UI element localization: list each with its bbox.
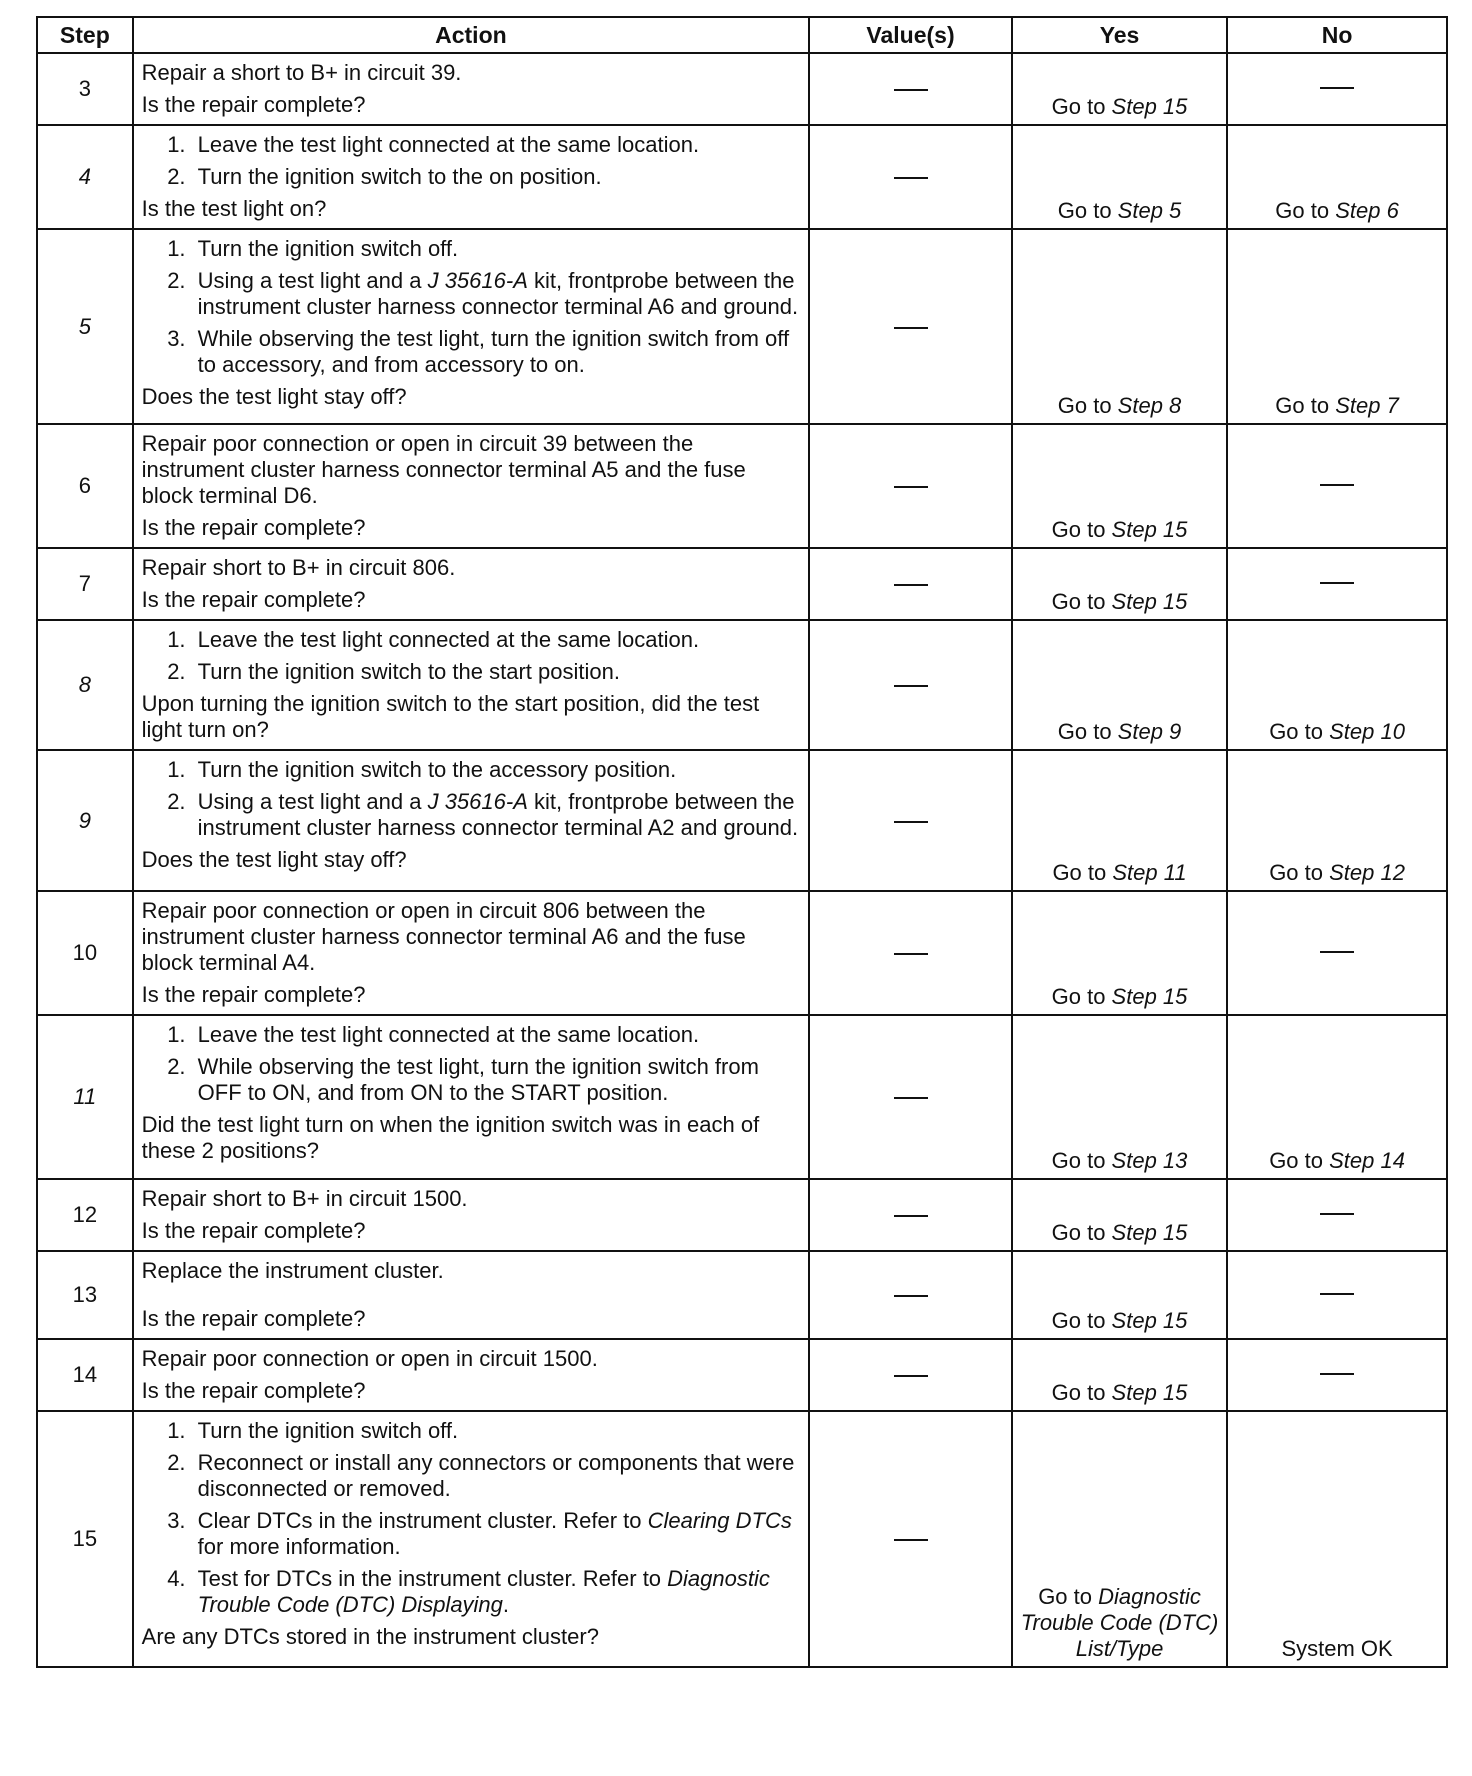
no-goto [1228,1148,1446,1174]
yes-cell [1012,1251,1227,1339]
question [142,1112,801,1164]
step-number: 10 [37,891,133,1015]
instruction-item [192,1508,801,1560]
yes-goto [1013,1148,1226,1174]
step-row [37,548,1447,620]
no-cell [1227,53,1447,125]
text-segment: Go to [1051,1308,1112,1333]
step-row [37,424,1447,548]
instruction-item [192,627,801,653]
text-segment: Go to [1051,984,1112,1009]
text-segment: Is the repair complete? [141,982,366,1007]
no-dash [1320,484,1354,486]
text-segment: Is the test light on? [141,196,327,221]
value-dash [894,1295,928,1297]
text-segment: Turn the ignition switch to the accessory position. [197,757,677,782]
step-number: 9 [37,750,133,891]
text-segment: Leave the test light connected at the same location. [197,132,700,157]
text-segment: Go to [1275,393,1336,418]
text-segment: Is the repair complete? [141,1306,366,1331]
step-row [37,1339,1447,1411]
step-number: 12 [37,1179,133,1251]
header-yes: Yes [1012,17,1227,53]
no-cell [1227,1411,1447,1667]
text-segment: Go to [1057,198,1118,223]
no-goto [1228,1636,1446,1662]
reference-text: Step 15 [1111,94,1188,119]
action-cell [133,1411,810,1667]
value-cell [809,424,1012,548]
instruction-text [142,1258,801,1284]
yes-cell [1012,229,1227,424]
header-action: Action [133,17,810,53]
reference-text: Step 13 [1111,1148,1188,1173]
instruction-item [192,1418,801,1444]
question [142,1218,801,1244]
no-cell [1227,548,1447,620]
reference-text: J 35616-A [427,268,528,293]
no-cell [1227,125,1447,229]
no-dash [1320,87,1354,89]
step-number: 7 [37,548,133,620]
step-row [37,1251,1447,1339]
question [142,587,801,613]
value-cell [809,125,1012,229]
question [142,1378,801,1404]
yes-cell [1012,424,1227,548]
yes-goto [1013,1584,1226,1662]
text-segment: Go to [1057,719,1118,744]
step-number: 8 [37,620,133,750]
question [142,384,801,410]
text-segment: Repair short to B+ in circuit 806. [141,555,456,580]
instruction-item [192,1450,801,1502]
yes-goto [1013,517,1226,543]
text-segment: Go to [1051,589,1112,614]
instruction-text [142,431,801,509]
value-dash [894,89,928,91]
value-cell [809,53,1012,125]
no-cell [1227,891,1447,1015]
text-segment: While observing the test light, turn the ignition switch from OFF to ON, and from ON to the START position. [197,1054,759,1105]
header-no: No [1227,17,1447,53]
step-row [37,1179,1447,1251]
text-segment: Go to [1051,94,1112,119]
yes-cell [1012,1179,1227,1251]
reference-text: Step 15 [1111,517,1188,542]
action-cell [133,1179,810,1251]
text-segment: Upon turning the ignition switch to the start position, did the test light turn on? [141,691,760,742]
question [142,691,801,743]
yes-cell [1012,891,1227,1015]
reference-text: Diagnostic Trouble Code (DTC) List/Type [1020,1584,1219,1661]
yes-cell [1012,548,1227,620]
text-segment: Is the repair complete? [141,587,366,612]
no-goto [1228,719,1446,745]
step-row [37,53,1447,125]
instruction-list [142,236,801,378]
value-cell [809,1339,1012,1411]
value-cell [809,229,1012,424]
yes-goto [1013,198,1226,224]
text-segment: Go to [1052,860,1113,885]
instruction-list [142,1418,801,1618]
question [142,196,801,222]
value-cell [809,1179,1012,1251]
text-segment: Is the repair complete? [141,1378,366,1403]
reference-text: Step 15 [1111,984,1188,1009]
no-dash [1320,1373,1354,1375]
reference-text: Step 8 [1117,393,1182,418]
step-row [37,229,1447,424]
text-segment: System OK [1281,1636,1393,1661]
value-cell [809,891,1012,1015]
step-row [37,1015,1447,1179]
step-row [37,750,1447,891]
step-number: 6 [37,424,133,548]
reference-text: Step 10 [1329,719,1405,744]
step-number: 14 [37,1339,133,1411]
text-segment: Go to [1051,1220,1112,1245]
no-cell [1227,1251,1447,1339]
yes-goto [1013,1308,1226,1334]
action-cell [133,891,810,1015]
value-cell [809,1411,1012,1667]
yes-cell [1012,1411,1227,1667]
action-cell [133,1015,810,1179]
text-segment: Go to [1275,198,1336,223]
action-cell [133,620,810,750]
value-dash [894,685,928,687]
instruction-text [142,60,801,86]
question [142,982,801,1008]
value-dash [894,1539,928,1541]
reference-text: Step 15 [1111,1220,1188,1245]
no-dash [1320,582,1354,584]
step-row [37,620,1447,750]
instruction-text [142,1186,801,1212]
text-segment: Using a test light and a [197,789,428,814]
diagnostic-table [36,16,1448,1668]
yes-goto [1013,1380,1226,1406]
question [142,1624,801,1650]
instruction-text [142,555,801,581]
value-dash [894,953,928,955]
text-segment: Using a test light and a [197,268,428,293]
action-cell [133,424,810,548]
yes-goto [1013,393,1226,419]
reference-text: Diagnostic Trouble Code (DTC) Displaying [197,1566,770,1617]
value-cell [809,1015,1012,1179]
text-segment: Go to [1057,393,1118,418]
action-cell [133,53,810,125]
instruction-item [192,1566,801,1618]
instruction-item [192,132,801,158]
text-segment: Go to [1269,1148,1330,1173]
header-step: Step [37,17,133,53]
yes-cell [1012,1015,1227,1179]
yes-goto [1013,1220,1226,1246]
no-cell [1227,424,1447,548]
text-segment: Test for DTCs in the instrument cluster. Refer to [197,1566,668,1591]
header-row [37,17,1447,53]
value-dash [894,821,928,823]
instruction-item [192,326,801,378]
no-cell [1227,229,1447,424]
text-segment: Go to [1051,1380,1112,1405]
text-segment: Replace the instrument cluster. [141,1258,444,1283]
no-dash [1320,1213,1354,1215]
no-goto [1228,860,1446,886]
text-segment: Clear DTCs in the instrument cluster. Refer to [197,1508,648,1533]
action-cell [133,548,810,620]
reference-text: Step 15 [1111,589,1188,614]
value-dash [894,327,928,329]
reference-text: Step 9 [1117,719,1182,744]
text-segment: Repair short to B+ in circuit 1500. [141,1186,468,1211]
text-segment: Go to [1269,719,1330,744]
reference-text: Step 7 [1335,393,1399,418]
step-number: 3 [37,53,133,125]
reference-text: Clearing DTCs [647,1508,792,1533]
reference-text: Step 5 [1117,198,1182,223]
step-number: 13 [37,1251,133,1339]
yes-cell [1012,125,1227,229]
action-cell [133,750,810,891]
text-segment: Is the repair complete? [141,515,366,540]
step-number: 11 [37,1015,133,1179]
instruction-item [192,789,801,841]
no-cell [1227,620,1447,750]
instruction-text [142,898,801,976]
yes-cell [1012,1339,1227,1411]
instruction-list [142,757,801,841]
text-segment: Go to [1051,1148,1112,1173]
yes-goto [1013,719,1226,745]
text-segment: Turn the ignition switch to the start position. [197,659,620,684]
yes-goto [1013,589,1226,615]
yes-cell [1012,53,1227,125]
instruction-item [192,236,801,262]
question [142,847,801,873]
text-segment: kit, frontprobe between the instrument cluster harness connector terminal A2 and ground. [197,789,799,840]
reference-text: Step 14 [1329,1148,1405,1173]
yes-cell [1012,620,1227,750]
value-cell [809,1251,1012,1339]
step-row [37,1411,1447,1667]
question [142,1306,801,1332]
value-dash [894,1097,928,1099]
text-segment: kit, frontprobe between the instrument cluster harness connector terminal A6 and ground. [197,268,799,319]
text-segment: Repair poor connection or open in circuit 1500. [141,1346,598,1371]
value-cell [809,620,1012,750]
text-segment: Does the test light stay off? [141,384,407,409]
text-segment: Repair poor connection or open in circuit 39 between the instrument cluster harness connector terminal A5 and the fuse block terminal D6. [141,431,746,508]
reference-text: Step 11 [1112,860,1187,885]
text-segment: While observing the test light, turn the ignition switch from off to accessory, and from accessory to on. [197,326,790,377]
table-body [37,53,1447,1667]
instruction-item [192,1054,801,1106]
no-cell [1227,1179,1447,1251]
text-segment: Is the repair complete? [141,92,366,117]
no-dash [1320,951,1354,953]
text-segment: Repair a short to B+ in circuit 39. [141,60,462,85]
value-dash [894,177,928,179]
text-segment: Does the test light stay off? [141,847,407,872]
header-values: Value(s) [809,17,1012,53]
text-segment: Leave the test light connected at the same location. [197,627,700,652]
reference-text: Step 15 [1111,1308,1188,1333]
step-row [37,891,1447,1015]
text-segment: Did the test light turn on when the ignition switch was in each of these 2 positions? [141,1112,760,1163]
text-segment: Reconnect or install any connectors or components that were disconnected or removed. [197,1450,795,1501]
yes-goto [1013,984,1226,1010]
text-segment: Turn the ignition switch off. [197,236,459,261]
step-row [37,125,1447,229]
question [142,515,801,541]
text-segment: Leave the test light connected at the same location. [197,1022,700,1047]
value-dash [894,1375,928,1377]
action-cell [133,1339,810,1411]
diagnostic-sheet [36,16,1448,1668]
value-dash [894,1215,928,1217]
reference-text: Step 12 [1329,860,1405,885]
instruction-item [192,659,801,685]
value-dash [894,486,928,488]
no-cell [1227,1339,1447,1411]
instruction-item [192,164,801,190]
yes-goto [1013,860,1226,886]
action-cell [133,229,810,424]
text-segment: Go to [1051,517,1112,542]
reference-text: Step 15 [1111,1380,1188,1405]
text-segment: for more information. [197,1534,401,1559]
text-segment: Is the repair complete? [141,1218,366,1243]
text-segment: Repair poor connection or open in circuit 806 between the instrument cluster harness connector terminal A6 and the fuse block terminal A4. [141,898,746,975]
instruction-list [142,1022,801,1106]
yes-cell [1012,750,1227,891]
text-segment: Are any DTCs stored in the instrument cluster? [141,1624,599,1649]
text-segment: Go to [1269,860,1330,885]
no-goto [1228,198,1446,224]
instruction-item [192,1022,801,1048]
no-cell [1227,1015,1447,1179]
instruction-text [142,1346,801,1372]
value-dash [894,584,928,586]
text-segment: Go to [1038,1584,1099,1609]
text-segment: . [502,1592,510,1617]
text-segment: Turn the ignition switch to the on position. [197,164,602,189]
action-cell [133,1251,810,1339]
instruction-item [192,757,801,783]
no-cell [1227,750,1447,891]
text-segment: Turn the ignition switch off. [197,1418,459,1443]
action-cell [133,125,810,229]
step-number: 5 [37,229,133,424]
value-cell [809,548,1012,620]
no-goto [1228,393,1446,419]
value-cell [809,750,1012,891]
reference-text: Step 6 [1335,198,1399,223]
instruction-list [142,132,801,190]
question [142,92,801,118]
no-dash [1320,1293,1354,1295]
step-number: 15 [37,1411,133,1667]
yes-goto [1013,94,1226,120]
step-number: 4 [37,125,133,229]
instruction-item [192,268,801,320]
instruction-list [142,627,801,685]
reference-text: J 35616-A [427,789,528,814]
